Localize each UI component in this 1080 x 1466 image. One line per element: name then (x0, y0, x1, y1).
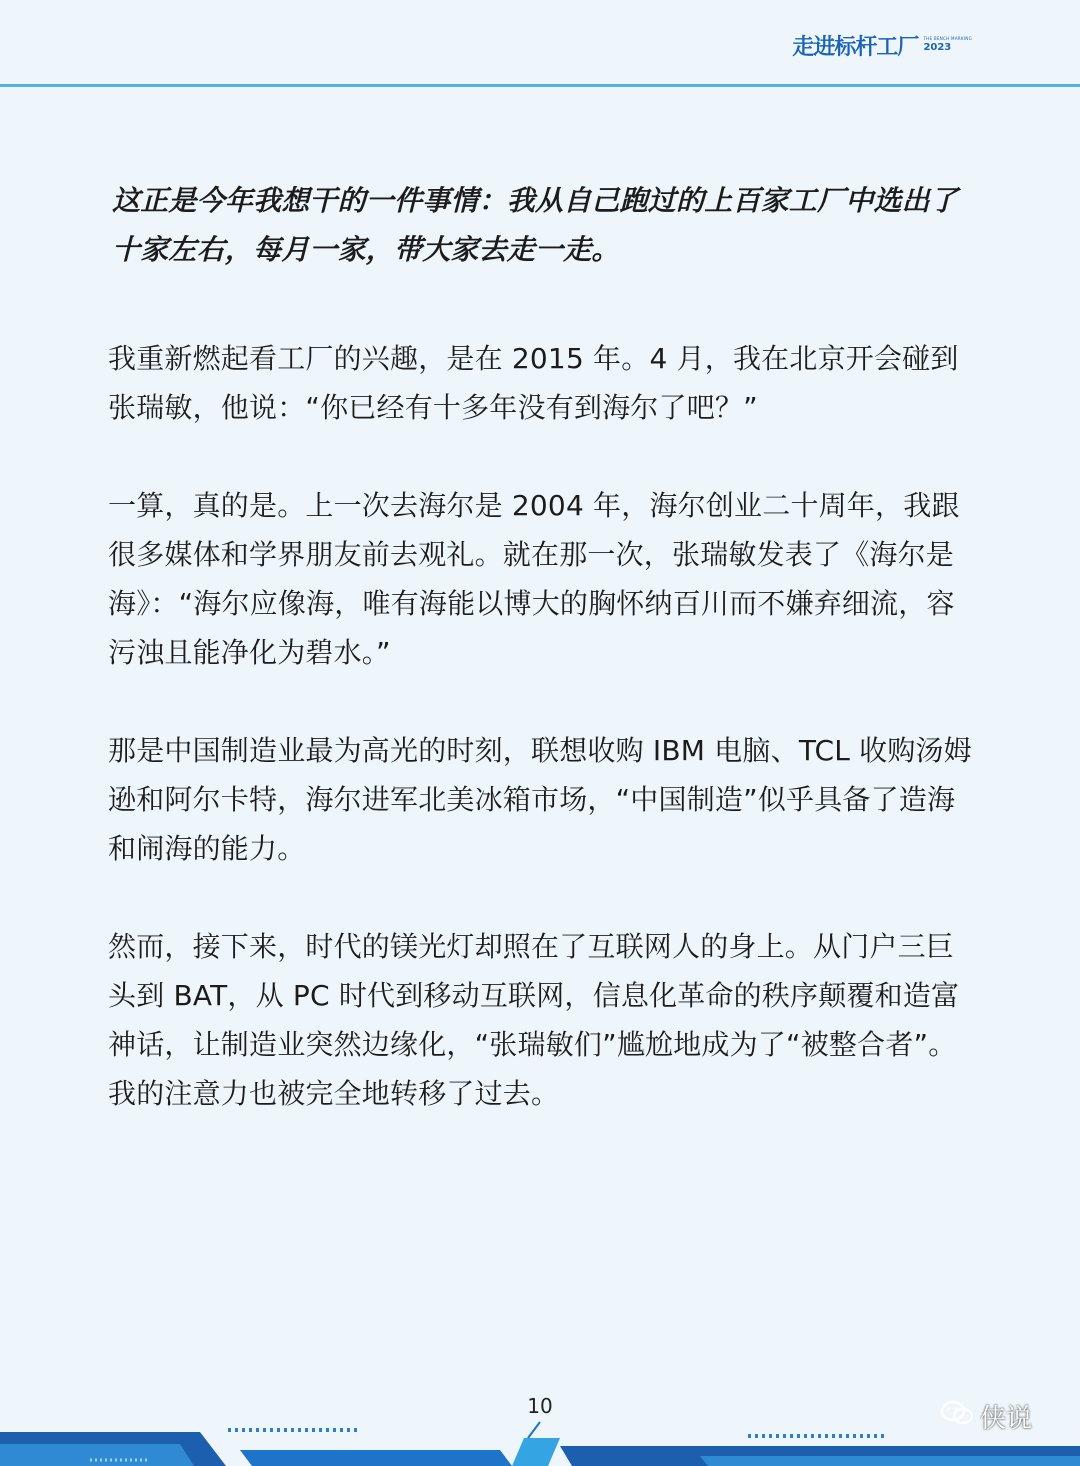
logo-year: 2023 (923, 42, 952, 53)
paragraph-1: 我重新燃起看工厂的兴趣，是在 2015 年。4 月，我在北京开会碰到张瑞敏，他说：“你已经有十多年没有到海尔了吧？” (108, 342, 959, 424)
paragraph-2: 一算，真的是。上一次去海尔是 2004 年，海尔创业二十周年，我跟很多媒体和学界朋友前去观礼。就在那一次，张瑞敏发表了《海尔是海》：“海尔应像海，唯有海能以博大的胸怀纳百川而不嫌弃细流，容污浊且能净化为碧水。” (108, 489, 960, 669)
page-number: 10 (527, 1394, 553, 1418)
article-body (108, 176, 978, 1167)
paragraph-3: 那是中国制造业最为高光的时刻，联想收购 IBM 电脑、TCL 收购汤姆逊和阿尔卡特，海尔进军北美冰箱市场，“中国制造”似乎具备了造海和闹海的能力。 (108, 734, 972, 865)
page-header (0, 0, 1080, 87)
paragraph-4: 然而，接下来，时代的镁光灯却照在了互联网人的身上。从门户三巨头到 BAT，从 PC 时代到移动互联网，信息化革命的秩序颠覆和造富神话，让制造业突然边缘化，“张瑞敏们”尴尬地成为了“被整合者”。我的注意力也被完全地转移了过去。 (108, 930, 960, 1110)
lead-paragraph: 这正是今年我想干的一件事情：我从自己跑过的上百家工厂中选出了十家左右，每月一家，带大家去走一走。 (112, 184, 959, 266)
watermark-text: 侠说 (980, 1404, 1033, 1434)
brand-logo (792, 28, 972, 62)
footer-decoration (0, 1416, 1080, 1466)
logo-subtitle: THE BENCH MARKING (923, 36, 972, 41)
logo-text: 走进标杆工厂 (792, 34, 919, 60)
wechat-icon (940, 1400, 974, 1433)
wechat-watermark (940, 1398, 1032, 1435)
